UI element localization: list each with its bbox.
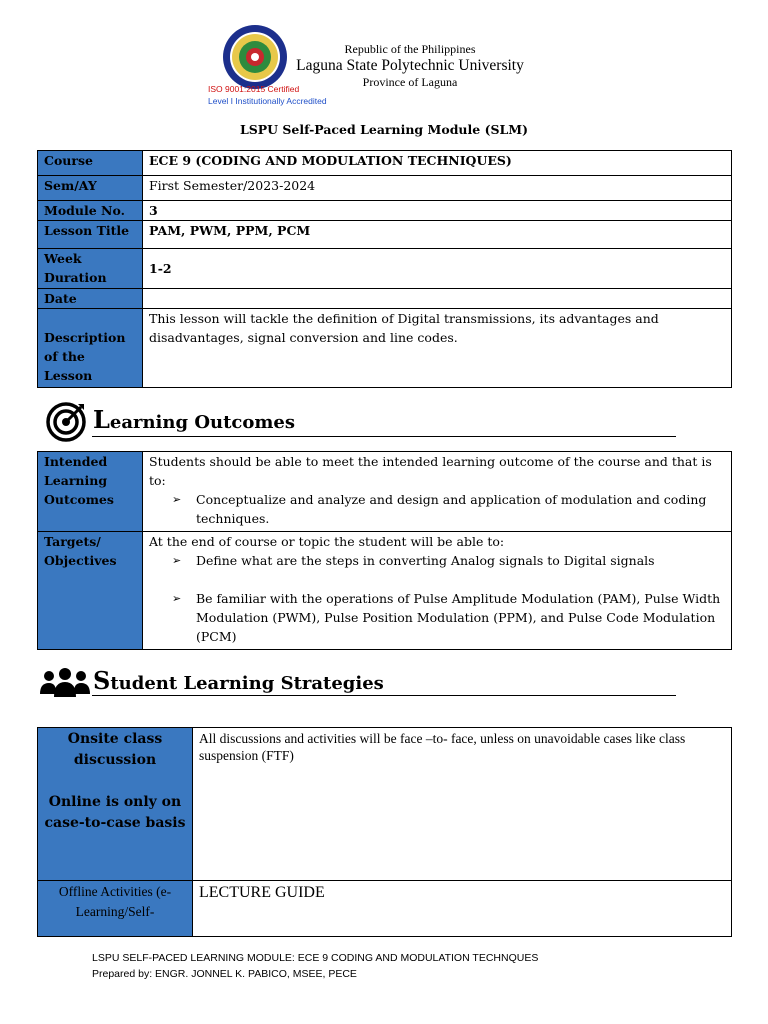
description-label: Description of the Lesson	[38, 309, 143, 388]
footer-prepared-by: Prepared by: ENGR. JONNEL K. PABICO, MSEE, PECE	[92, 968, 357, 980]
module-info-table	[37, 150, 732, 388]
week-duration-value: 1-2	[143, 249, 732, 289]
date-label: Date	[38, 289, 143, 309]
table-row	[38, 221, 732, 249]
students-group-icon	[39, 668, 91, 698]
module-no-label: Module No.	[38, 201, 143, 221]
footer-module-title: LSPU SELF-PACED LEARNING MODULE: ECE 9 CODING AND MODULATION TECHNQUES	[92, 952, 539, 964]
description-value: This lesson will tackle the definition of Digital transmissions, its advantages and disadvantages, signal conversion and line codes.	[143, 309, 732, 388]
course-value: ECE 9 (CODING AND MODULATION TECHNIQUES)	[143, 151, 732, 176]
list-item: ➢ Define what are the steps in converting Analog signals to Digital signals	[149, 551, 725, 570]
targets-objectives-label: Targets/ Objectives	[38, 532, 143, 650]
header-province: Province of Laguna	[362, 75, 458, 89]
targets-objectives-cell	[143, 532, 732, 650]
header-republic: Republic of the Philippines	[344, 42, 476, 56]
table-row	[38, 309, 732, 388]
strategies-heading-initial: S	[93, 666, 111, 695]
table-row	[38, 452, 732, 532]
learning-outcomes-heading-rest: earning Outcomes	[109, 412, 296, 433]
online-label: Online is only on case-to-case basis	[44, 794, 186, 831]
intended-outcomes-label: Intended Learning Outcomes	[38, 452, 143, 532]
offline-label: Offline Activities (e-Learning/Self-	[38, 881, 193, 937]
strategies-heading-rest: tudent Learning Strategies	[110, 673, 384, 694]
strategies-heading	[93, 666, 384, 695]
targets-intro: At the end of course or topic the student will be able to:	[149, 534, 505, 549]
table-row	[38, 176, 732, 201]
table-row	[38, 881, 732, 937]
iso-certification: ISO 9001:2015 Certified	[208, 84, 300, 94]
lesson-title-label: Lesson Title	[38, 221, 143, 249]
accreditation-text: Level I Institutionally Accredited	[208, 96, 327, 106]
table-row	[38, 151, 732, 176]
list-item: ➢ Conceptualize and analyze and design and application of modulation and coding techniques.	[149, 490, 725, 528]
table-row	[38, 532, 732, 650]
course-label: Course	[38, 151, 143, 176]
date-value	[143, 289, 732, 309]
sem-ay-label: Sem/AY	[38, 176, 143, 201]
week-duration-label: Week Duration	[38, 249, 143, 289]
onsite-value: All discussions and activities will be face –to- face, unless on unavoidable cases like class suspension (FTF)	[193, 728, 732, 881]
table-row	[38, 289, 732, 309]
strategies-table	[37, 727, 732, 937]
intended-outcomes-intro: Students should be able to meet the intended learning outcome of the course and that is to:	[149, 454, 712, 488]
intended-outcomes-list	[149, 490, 725, 528]
learning-outcomes-rule	[92, 436, 676, 437]
onsite-label-cell	[38, 728, 193, 881]
intended-outcomes-cell	[143, 452, 732, 532]
document-title: LSPU Self-Paced Learning Module (SLM)	[239, 122, 529, 137]
lesson-title-value: PAM, PWM, PPM, PCM	[143, 221, 732, 249]
learning-outcomes-table	[37, 451, 732, 650]
learning-outcomes-heading-initial: L	[93, 405, 110, 434]
sem-ay-value: First Semester/2023-2024	[143, 176, 732, 201]
header-university-name: Laguna State Polytechnic University	[296, 57, 524, 74]
table-row	[38, 728, 732, 881]
target-icon	[45, 401, 87, 443]
table-row	[38, 201, 732, 221]
onsite-label: Onsite class discussion	[67, 731, 163, 768]
offline-value: LECTURE GUIDE	[193, 881, 732, 937]
table-row	[38, 249, 732, 289]
targets-list	[149, 551, 725, 646]
strategies-rule	[92, 695, 676, 696]
module-no-value: 3	[143, 201, 732, 221]
list-item: ➢ Be familiar with the operations of Pulse Amplitude Modulation (PAM), Pulse Width Modulation (PWM), Pulse Position Modulation (PPM), and Pulse Code Modulation (PCM)	[149, 589, 725, 646]
learning-outcomes-heading	[93, 405, 295, 434]
